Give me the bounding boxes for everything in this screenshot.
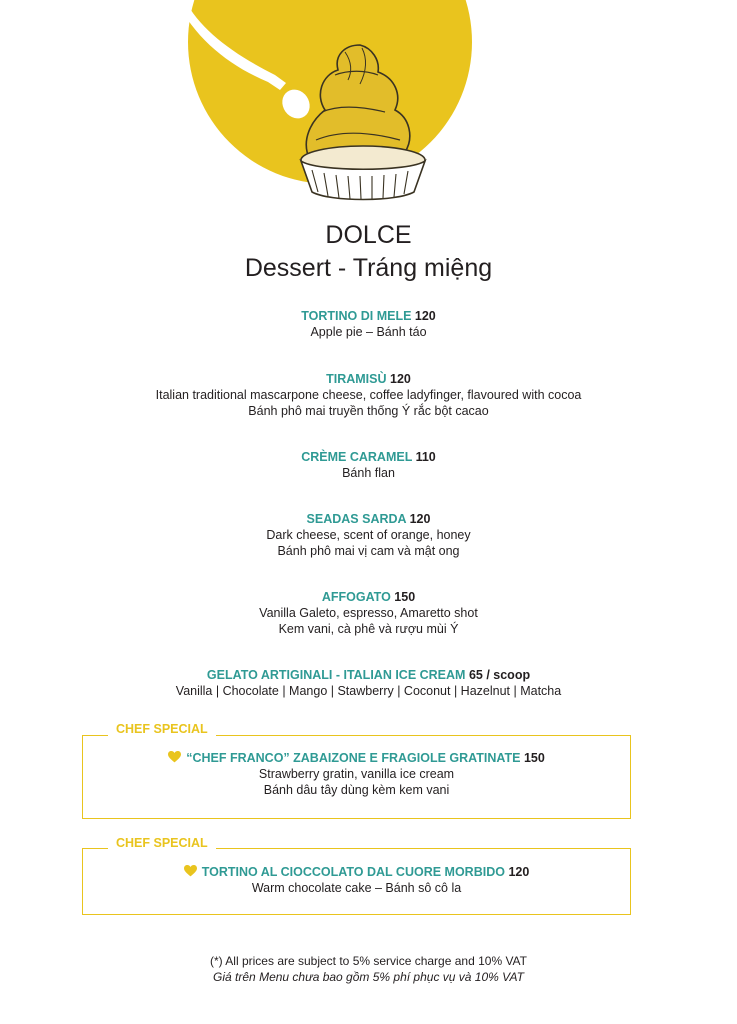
- menu-item: [0, 667, 737, 699]
- item-name: GELATO ARTIGINALI - ITALIAN ICE CREAM: [206, 668, 466, 682]
- heart-icon: [184, 865, 197, 877]
- item-price: 120: [409, 512, 431, 526]
- special-name: TORTINO AL CIOCCOLATO DAL CUORE MORBIDO: [201, 865, 505, 879]
- item-description: Bánh flan: [342, 466, 395, 480]
- menu-item: [0, 589, 737, 637]
- footer-note-vi: Giá trên Menu chưa bao gồm 5% phí phục vụ và 10% VAT: [213, 970, 524, 984]
- item-description: Kem vani, cà phê và rượu mùi Ý: [278, 622, 459, 636]
- special-description: Strawberry gratin, vanilla ice cream: [258, 767, 455, 781]
- item-price: 120: [414, 309, 436, 323]
- item-price: 110: [415, 450, 436, 464]
- special-item: [82, 864, 631, 896]
- footer-note-en: (*) All prices are subject to 5% service charge and 10% VAT: [209, 954, 528, 968]
- special-price: 150: [523, 751, 545, 765]
- item-description: Apple pie – Bánh táo: [310, 325, 427, 339]
- item-description: Vanilla | Chocolate | Mango | Stawberry | Coconut | Hazelnut | Matcha: [175, 684, 562, 698]
- special-description: Bánh dâu tây dùng kèm kem vani: [263, 783, 450, 797]
- item-description: Bánh phô mai truyền thống Ý rắc bột cacao: [248, 404, 489, 418]
- footer-note: [0, 953, 737, 985]
- chef-special-label: CHEF SPECIAL: [108, 721, 216, 737]
- page-subtitle: Dessert - Tráng miệng: [244, 254, 493, 282]
- item-price: 150: [394, 590, 416, 604]
- special-price: 120: [508, 865, 530, 879]
- header-illustration: [0, 0, 737, 230]
- heart-icon: [168, 751, 181, 763]
- item-name: SEADAS SARDA: [306, 512, 407, 526]
- menu-item: [0, 371, 737, 419]
- menu-item: [0, 511, 737, 559]
- special-name: “CHEF FRANCO” ZABAIZONE E FRAGIOLE GRATINATE: [186, 751, 521, 765]
- item-name: TORTINO DI MELE: [301, 309, 412, 323]
- menu-item: [0, 449, 737, 481]
- item-name: CRÈME CARAMEL: [301, 450, 413, 464]
- item-description: Vanilla Galeto, espresso, Amaretto shot: [259, 606, 478, 620]
- item-description: Bánh phô mai vị cam và mật ong: [277, 544, 460, 558]
- special-description: Warm chocolate cake – Bánh sô cô la: [251, 881, 462, 895]
- chef-special-label: CHEF SPECIAL: [108, 835, 216, 851]
- page-title: DOLCE: [325, 221, 412, 249]
- special-item: [82, 750, 631, 798]
- item-name: AFFOGATO: [321, 590, 391, 604]
- item-name: TIRAMISÙ: [326, 372, 387, 386]
- item-price: 65 / scoop: [468, 668, 531, 682]
- item-description: Italian traditional mascarpone cheese, coffee ladyfinger, flavoured with cocoa: [155, 388, 582, 402]
- item-price: 120: [390, 372, 411, 386]
- menu-item: [0, 308, 737, 340]
- item-description: Dark cheese, scent of orange, honey: [266, 528, 471, 542]
